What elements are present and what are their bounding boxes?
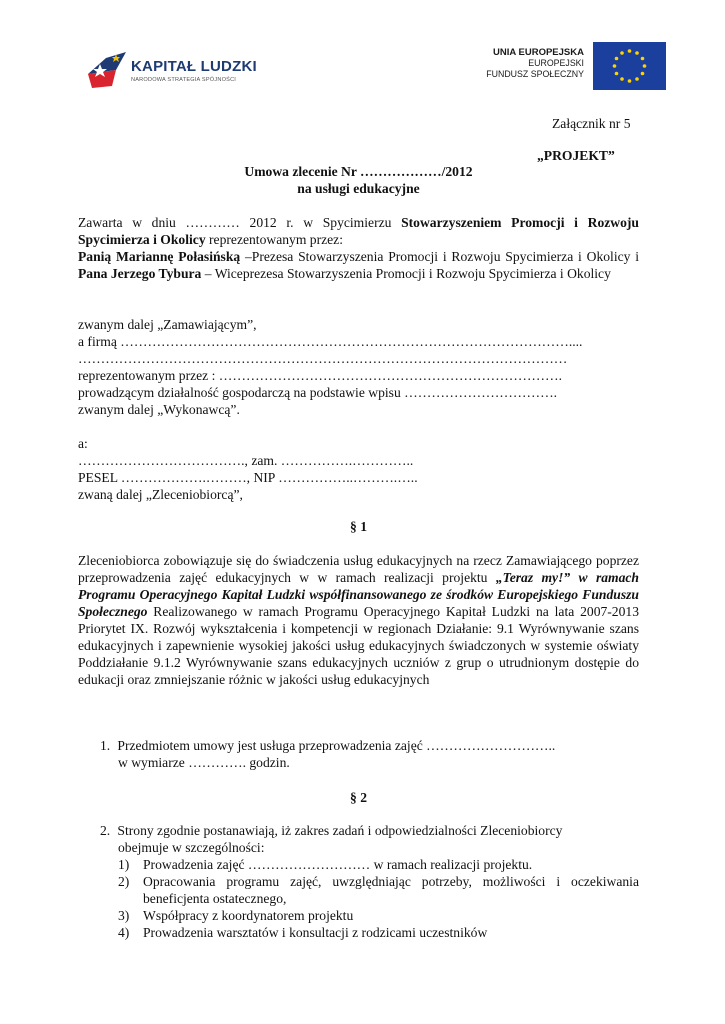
section-2-heading: § 2: [350, 790, 367, 805]
contract-title: [78, 163, 639, 197]
sub-item-text: Opracowania programu zajęć, uwzględniając potrzeby, możliwości i oczekiwania beneficjenta ostatecznego,: [143, 874, 639, 906]
contractor-line: a firmą ………………………………………………………………………………………....: [78, 334, 583, 349]
item-2-line1: Strony zgodnie postanawiają, iż zakres zadań i odpowiedzialności Zleceniobiorcy: [117, 823, 563, 838]
contractee-line: a:: [78, 436, 88, 451]
contract-title-line1: Umowa zlecenie Nr ………………/2012: [244, 164, 473, 179]
section-1-heading: § 1: [350, 519, 367, 534]
sub-item: [78, 924, 639, 941]
intro-association: Stowarzyszeniem Promocji i Rozwoju Spycimierza i Okolicy: [78, 215, 639, 247]
sub-item-text: Prowadzenia zajęć ……………………… w ramach realizacji projektu.: [143, 857, 533, 872]
sub-item: [78, 856, 639, 873]
item-2-number: 2.: [100, 823, 111, 838]
contractor-line: zwanym dalej „Wykonawcą”.: [78, 402, 240, 417]
kapital-ludzki-subtitle: NARODOWA STRATEGIA SPÓJNOŚCI: [131, 77, 237, 83]
kapital-ludzki-flag-icon: [86, 48, 128, 90]
kapital-ludzki-title: KAPITAŁ LUDZKI: [131, 58, 257, 75]
intro-text-2: reprezentowanym przez:: [205, 232, 343, 247]
intro-vice-president: Pana Jerzego Tybura: [78, 266, 202, 281]
sub-item-number: 4): [118, 925, 130, 940]
section-1-text: Zleceniobiorca zobowiązuje się do świadczenia usług edukacyjnych na rzecz Zamawiającego poprzez przeprowadzenia zajęć edukacyjnych w w ramach realizacji projektu: [78, 553, 639, 585]
eu-line3: FUNDUSZ SPOŁECZNY: [486, 69, 584, 79]
contractee-line: ………………………………., zam. …………….…………..: [78, 453, 414, 468]
eu-line1: UNIA EUROPEJSKA: [493, 47, 584, 58]
contractee-line: zwaną dalej „Zleceniobiorcą”,: [78, 487, 243, 502]
sub-item: [78, 907, 639, 924]
eu-logo-text: [486, 47, 584, 80]
intro-text-3: –Prezesa Stowarzyszenia Promocji i Rozwoju Spycimierza i Okolicy i: [240, 249, 639, 264]
item-2: [78, 822, 639, 856]
eu-flag-icon: [593, 42, 666, 90]
sub-item-text: Prowadzenia warsztatów i konsultacji z rodzicami uczestników: [143, 925, 488, 940]
sub-item-text: Współpracy z koordynatorem projektu: [143, 908, 354, 923]
attachment-label: Załącznik nr 5: [552, 116, 631, 131]
contractee-block: [78, 435, 639, 503]
contractor-line: reprezentowanym przez : ………………………………………………………………….: [78, 368, 563, 383]
item-1-line1: Przedmiotem umowy jest usługa przeprowadzenia zajęć ………………………..: [117, 738, 556, 753]
contractor-line: ………………………………………………………………………………………………: [78, 351, 568, 366]
intro-president: Panią Mariannę Połasińską: [78, 249, 241, 264]
project-label: „PROJEKT”: [537, 148, 615, 163]
item-1-number: 1.: [100, 738, 111, 753]
item-1: [78, 737, 639, 771]
intro-text-1: Zawarta w dniu ………… 2012 r. w Spycimierzu: [78, 215, 402, 230]
eu-line2: EUROPEJSKI: [528, 58, 584, 68]
contractee-line: PESEL ……………….………, NIP ……………..……….…..: [78, 470, 418, 485]
contractor-line: prowadzącym działalność gospodarczą na podstawie wpisu …………………………….: [78, 385, 558, 400]
section-1-project-name: „Teraz my!” w ramach Programu Operacyjnego Kapitał Ludzki współfinansowanego ze środków Europejskiego Funduszu Społecznego: [78, 570, 639, 619]
sub-item-number: 3): [118, 908, 130, 923]
sub-items-list: [78, 856, 639, 941]
item-2-line2: obejmuje w szczególności:: [118, 840, 265, 855]
item-1-line2: w wymiarze …………. godzin.: [118, 755, 290, 770]
sub-item: [78, 873, 639, 907]
section-1-paragraph: [78, 552, 639, 688]
sub-item-number: 1): [118, 857, 130, 872]
contractor-block: [78, 316, 639, 418]
intro-paragraph: [78, 214, 639, 282]
contractor-line: zwanym dalej „Zamawiającym”,: [78, 317, 257, 332]
sub-item-number: 2): [118, 874, 130, 889]
intro-text-4: – Wiceprezesa Stowarzyszenia Promocji i Rozwoju Spycimierza i Okolicy: [201, 266, 611, 281]
section-1-text-2: Realizowanego w ramach Programu Operacyjnego Kapitał Ludzki na lata 2007-2013 Priorytet IX. Rozwój wykształcenia i kompetencji w regionach Działanie: 9.1 Wyrównywanie szans edukacyjnych i zapewnienie wysokiej jakości usług edukacyjnych świadczonych w systemie oświaty Poddziałanie 9.1.2 Wyrównywanie szans edukacyjnych uczniów z grup o utrudnionym dostępie do edukacji oraz zmniejszanie różnic w jakości usług edukacyjnych: [78, 604, 639, 687]
contract-title-line2: na usługi edukacyjne: [297, 181, 420, 196]
